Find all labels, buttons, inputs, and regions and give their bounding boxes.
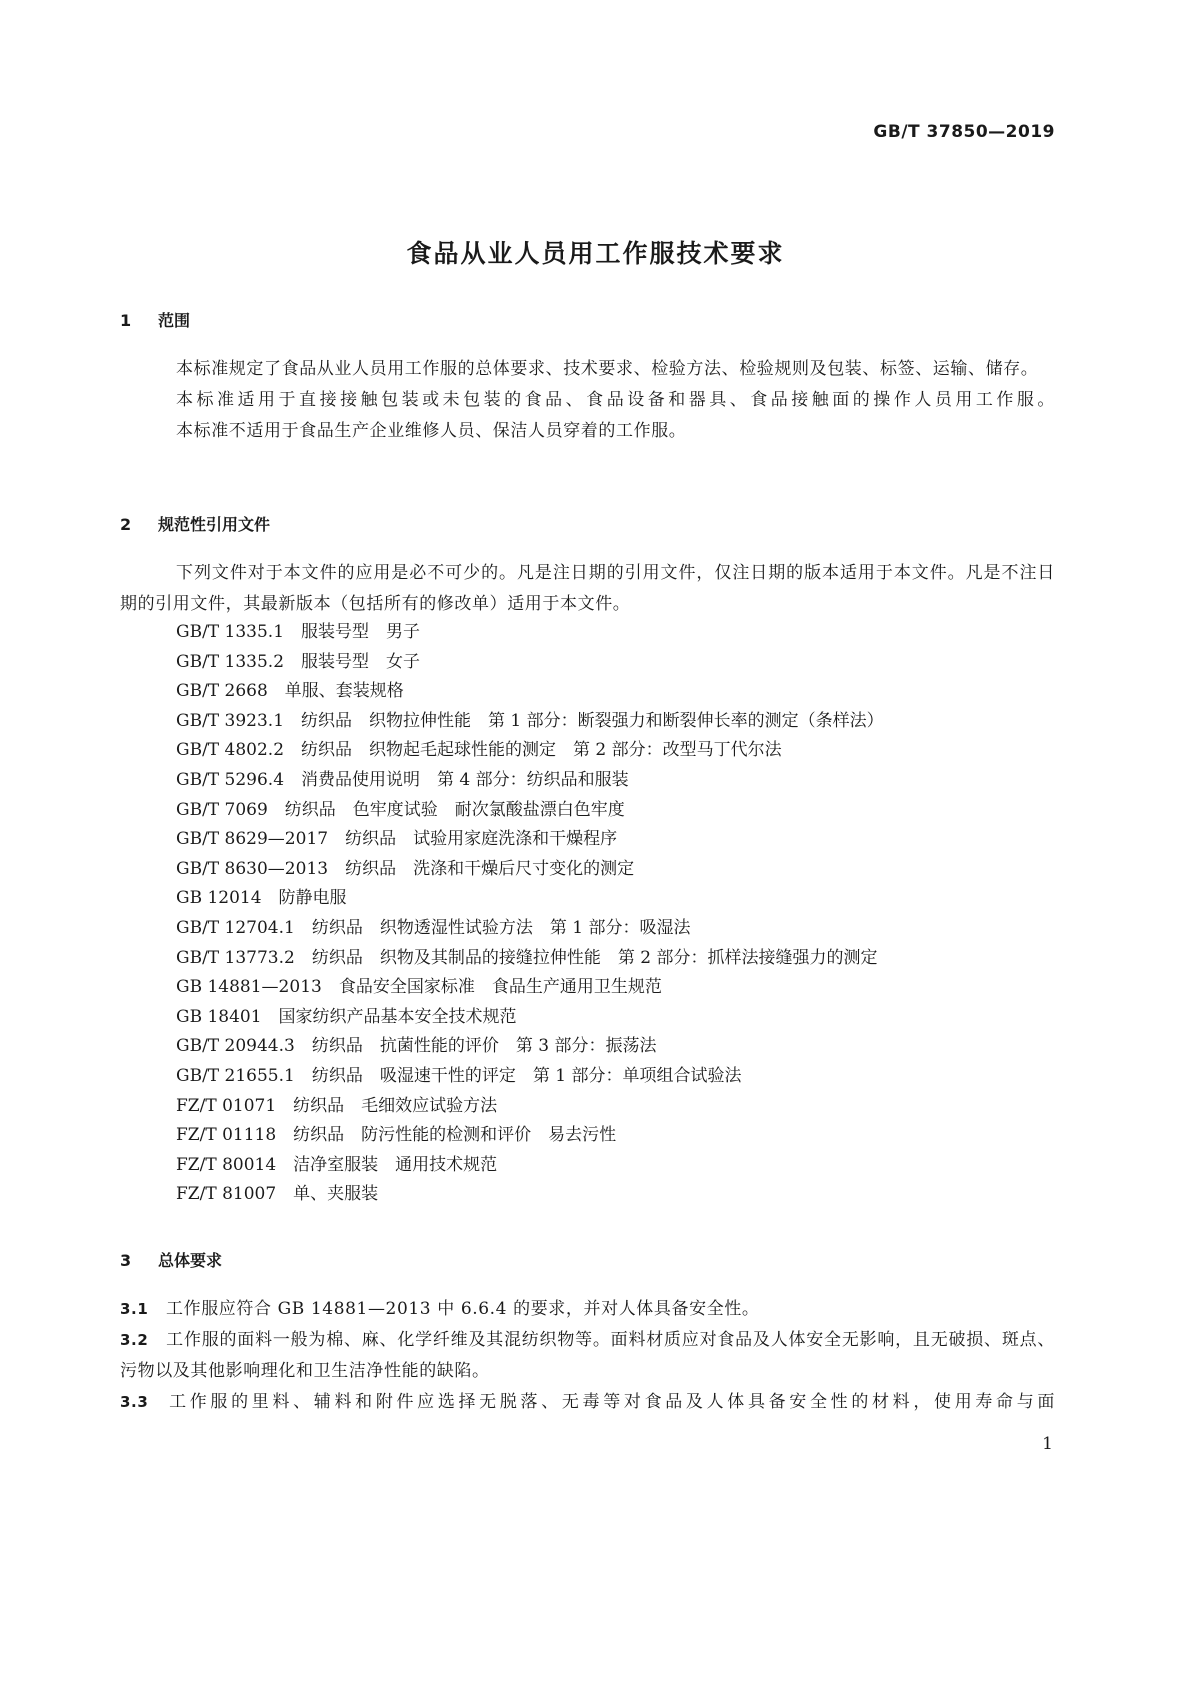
reference-item: GB/T 12704.1 纺织品 织物透湿性试验方法 第 1 部分：吸湿法 — [176, 917, 691, 938]
reference-item: GB/T 5296.4 消费品使用说明 第 4 部分：纺织品和服装 — [176, 769, 629, 790]
clause-number: 3.2 — [120, 1331, 149, 1349]
paragraph: 下列文件对于本文件的应用是必不可少的。凡是注日期的引用文件，仅注日期的版本适用于本文件。凡是不注日期的引用文件，其最新版本（包括所有的修改单）适用于本文件。 — [120, 563, 1055, 614]
reference-item: GB 14881—2013 食品安全国家标准 食品生产通用卫生规范 — [176, 977, 662, 998]
section-heading — [120, 310, 1055, 332]
reference-item: GB/T 20944.3 纺织品 抗菌性能的评价 第 3 部分：振荡法 — [176, 1036, 657, 1057]
reference-item: GB/T 8630—2013 纺织品 洗涤和干燥后尺寸变化的测定 — [176, 858, 635, 879]
reference-item: FZ/T 01118 纺织品 防污性能的检测和评价 易去污性 — [176, 1125, 617, 1146]
reference-item: GB/T 1335.1 服装号型 男子 — [176, 622, 421, 642]
clause — [120, 1294, 1055, 1325]
section-body — [120, 558, 1055, 1210]
reference-item: GB/T 3923.1 纺织品 织物拉伸性能 第 1 部分：断裂强力和断裂伸长率的测定（条样法） — [176, 710, 884, 731]
clause-text: 工作服的里料、辅料和附件应选择无脱落、无毒等对食品及人体具备安全性的材料，使用寿命与面 — [166, 1392, 1055, 1412]
paragraph: 本标准适用于直接接触包装或未包装的食品、食品设备和器具、食品接触面的操作人员用工作服。 — [176, 390, 1055, 410]
reference-item: GB/T 4802.2 纺织品 织物起毛起球性能的测定 第 2 部分：改型马丁代尔法 — [176, 740, 782, 761]
reference-item: FZ/T 80014 洁净室服装 通用技术规范 — [176, 1154, 498, 1175]
clause-text: 工作服的面料一般为棉、麻、化学纤维及其混纺织物等。面料材质应对食品及人体安全无影响，且无破损、斑点、污物以及其他影响理化和卫生洁净性能的缺陷。 — [120, 1330, 1055, 1381]
section-title: 范围 — [158, 311, 191, 330]
standard-code: GB/T 37850—2019 — [873, 122, 1055, 142]
section-heading — [120, 1250, 1055, 1272]
reference-item: GB/T 8629—2017 纺织品 试验用家庭洗涤和干燥程序 — [176, 829, 618, 850]
reference-item: GB/T 2668 单服、套装规格 — [176, 681, 404, 702]
section-heading — [120, 514, 1055, 536]
clause — [120, 1387, 1055, 1418]
reference-item: GB/T 1335.2 服装号型 女子 — [176, 651, 421, 672]
clause-number: 3.1 — [120, 1300, 149, 1318]
reference-item: GB 18401 国家纺织产品基本安全技术规范 — [176, 1006, 517, 1027]
reference-item: GB/T 7069 纺织品 色牢度试验 耐次氯酸盐漂白色牢度 — [176, 799, 625, 820]
section-general-requirements — [120, 1250, 1055, 1418]
clause-text: 工作服应符合 GB 14881—2013 中 6.6.4 的要求，并对人体具备安全性。 — [166, 1299, 760, 1319]
document-title: 食品从业人员用工作服技术要求 — [406, 239, 785, 268]
reference-item: GB/T 13773.2 纺织品 织物及其制品的接缝拉伸性能 第 2 部分：抓样法接缝强力的测定 — [176, 947, 878, 968]
section-body — [120, 354, 1055, 447]
reference-item: GB 12014 防静电服 — [176, 888, 347, 909]
reference-item: GB/T 21655.1 纺织品 吸湿速干性的评定 第 1 部分：单项组合试验法 — [176, 1065, 742, 1086]
paragraph: 本标准规定了食品从业人员用工作服的总体要求、技术要求、检验方法、检验规则及包装、标签、运输、储存。 — [176, 359, 1039, 379]
page-number: 1 — [1042, 1434, 1053, 1454]
paragraph: 本标准不适用于食品生产企业维修人员、保洁人员穿着的工作服。 — [176, 421, 687, 441]
reference-item: FZ/T 01071 纺织品 毛细效应试验方法 — [176, 1095, 498, 1116]
reference-item: FZ/T 81007 单、夹服装 — [176, 1184, 379, 1205]
clause — [120, 1325, 1055, 1387]
section-title: 总体要求 — [158, 1251, 223, 1270]
clause-number: 3.3 — [120, 1393, 149, 1411]
section-number: 2 — [120, 515, 132, 534]
section-number: 1 — [120, 311, 132, 330]
section-number: 3 — [120, 1251, 132, 1270]
section-body — [120, 1294, 1055, 1418]
section-title: 规范性引用文件 — [158, 515, 271, 534]
section-normative-references — [120, 514, 1055, 1210]
section-scope — [120, 310, 1055, 447]
